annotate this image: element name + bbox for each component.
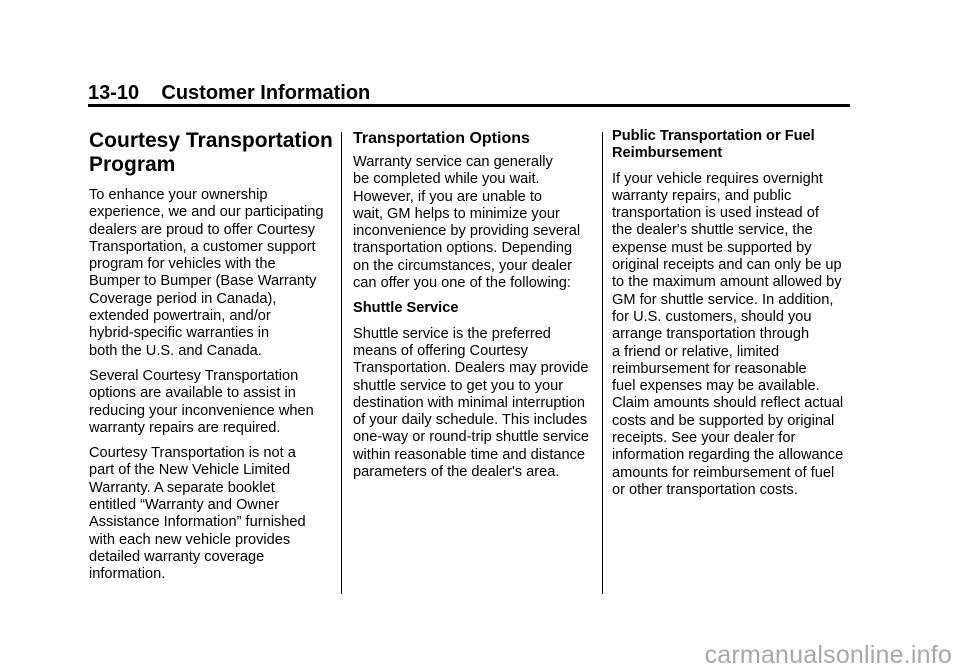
paragraph: If your vehicle requires overnight warranty repairs, and public transportation is used instead of the dealer's shuttle service, the expense must be supported by original receipts and can only be up to the maximum amount allowed by GM for shuttle service. In addition, for U.S. customers, should you arrange transportation through a friend or relative, limited reimbursement for reasonable fuel expenses may be available. Claim amounts should reflect actual costs and be supported by original receipts. See your dealer for information regarding the allowance amounts for reimbursement of fuel or other transportation costs. [612, 170, 844, 498]
watermark: carmanualsonline.info [704, 641, 952, 669]
section-title-transportation-options: Transportation Options [353, 130, 530, 147]
column-transportation-options [353, 126, 593, 489]
subheading-shuttle-service: Shuttle Service [353, 300, 459, 317]
column-public-transportation [612, 126, 858, 507]
column-courtesy-transportation [89, 126, 333, 592]
header-rule [88, 104, 850, 107]
paragraph: Warranty service can generally be completed while you wait. However, if you are unable to wait, GM helps to minimize your inconvenience by providing several transportation options. Depending on the circumstances, your dealer can offer you one of the following: [353, 154, 581, 292]
page-header-title: 13-10 Customer Information [88, 82, 371, 104]
paragraph: Several Courtesy Transportation options are available to assist in reducing your inconvenience when warranty repairs are required. [89, 367, 314, 436]
paragraph: To enhance your ownership experience, we and our participating dealers are proud to offer Courtesy Transportation, a customer support program for vehicles with the Bumper to Bumper (Base Warranty Coverage period in Canada), extended powertrain, and/or hybrid-specific warranties in both the U.S. and Canada. [89, 187, 324, 359]
column-divider [602, 132, 603, 594]
paragraph: Shuttle service is the preferred means of offering Courtesy Transportation. Dealers may provide shuttle service to get you to your destination with minimal interruption of your daily schedule. This includes one-way or round-trip shuttle service within reasonable time and distance parameters of the dealer's area. [353, 325, 590, 481]
column-divider [341, 132, 342, 594]
subheading-public-transportation: Public Transportation or Fuel Reimbursement [612, 128, 815, 162]
page-header [88, 80, 850, 106]
paragraph: Courtesy Transportation is not a part of the New Vehicle Limited Warranty. A separate booklet entitled “Warranty and Owner Assistance Information” furnished with each new vehicle provides detailed warranty coverage information. [89, 445, 306, 583]
section-title-courtesy-transportation: Courtesy Transportation Program [89, 129, 333, 176]
